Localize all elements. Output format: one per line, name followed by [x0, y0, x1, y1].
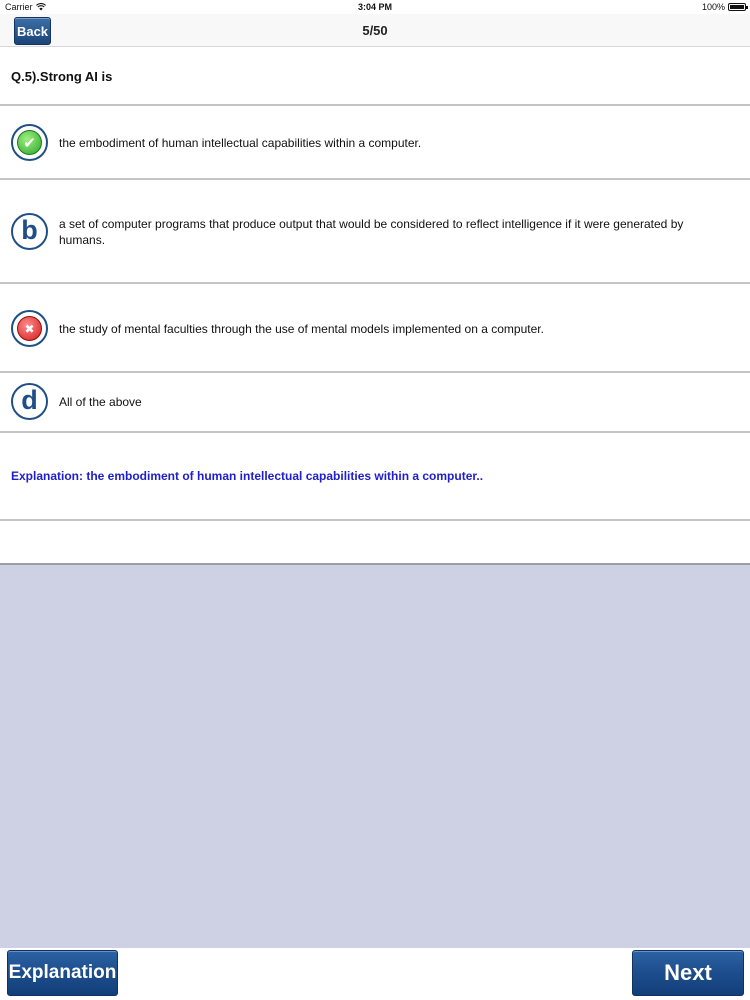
battery-level-fill	[730, 5, 744, 9]
option-a-text: the embodiment of human intellectual capabilities within a computer.	[59, 136, 422, 150]
checkmark-icon: ✔	[17, 130, 42, 155]
explanation-text: Explanation: the embodiment of human intellectual capabilities within a computer..	[11, 469, 484, 483]
option-row-c[interactable]	[0, 284, 750, 373]
battery-icon	[728, 3, 746, 11]
question-text: Q.5).Strong AI is	[11, 69, 113, 84]
option-d-text: All of the above	[59, 395, 142, 409]
explanation-button[interactable]: Explanation	[7, 950, 118, 996]
option-row-d[interactable]	[0, 373, 750, 433]
explanation-row	[0, 433, 750, 521]
question-row	[0, 48, 750, 106]
status-time: 3:04 PM	[357, 2, 392, 12]
option-d-icon	[11, 383, 48, 420]
option-b-text: a set of computer programs that produce output that would be considered to reflect intelligence if it were generated by humans.	[59, 217, 684, 247]
empty-content-area	[0, 565, 750, 948]
option-c-text: the study of mental faculties through the use of mental models implemented on a computer.	[59, 322, 544, 336]
status-bar	[0, 0, 750, 14]
option-row-a[interactable]	[0, 106, 750, 180]
option-b-letter: b	[21, 215, 38, 245]
carrier-label: Carrier	[5, 2, 33, 12]
battery-percent: 100%	[701, 2, 725, 12]
option-d-letter: d	[21, 385, 38, 415]
option-row-b[interactable]	[0, 180, 750, 284]
question-counter: 5/50	[362, 23, 388, 38]
blank-row	[0, 521, 750, 565]
back-button[interactable]: Back	[14, 17, 51, 45]
battery-group	[702, 2, 746, 12]
option-b-icon	[11, 213, 48, 250]
bottom-toolbar	[0, 948, 750, 1000]
navigation-bar	[0, 14, 750, 47]
wrong-x-icon	[11, 310, 48, 347]
cross-icon: ✖	[17, 316, 42, 341]
next-button[interactable]: Next	[632, 950, 744, 996]
correct-check-icon	[11, 124, 48, 161]
